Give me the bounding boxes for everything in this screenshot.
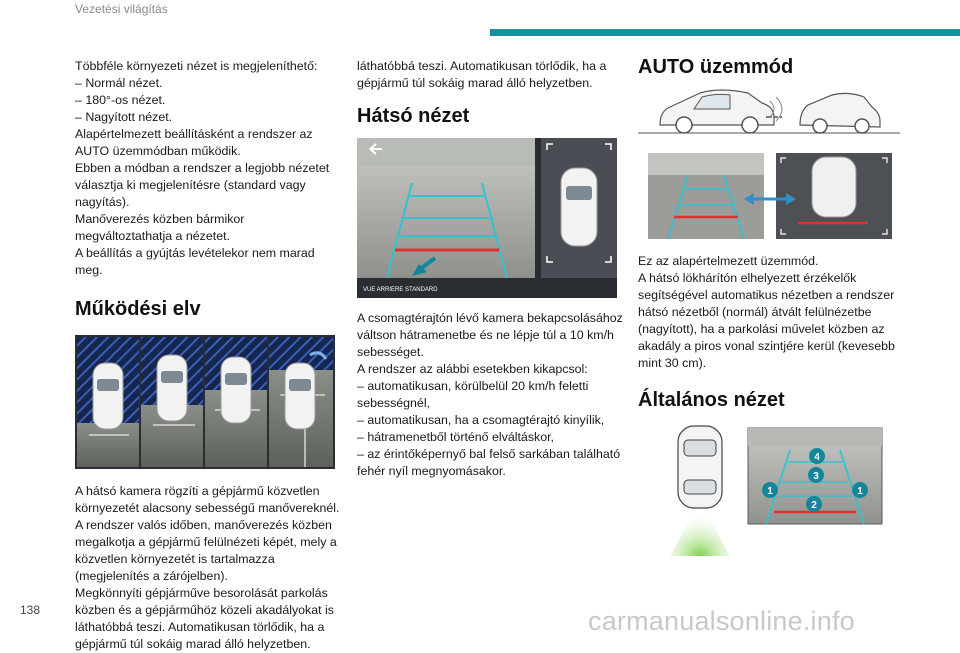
marker-label: 2 bbox=[811, 500, 817, 511]
intro-line: – 180°-os nézet. bbox=[75, 93, 166, 107]
rear-view-screen bbox=[357, 138, 617, 298]
working-line: A rendszer valós időben, manőverezés közben megalkotja a gépjármű felülnézeti képét, mely a közvetlen környezetét is tartalmazza (megjelenítés a zárójelben). bbox=[75, 518, 337, 583]
page-number: 138 bbox=[20, 603, 41, 617]
working-line: A hátsó kamera rögzíti a gépjármű közvetlen környezetét alacsony sebességű manővereknél. bbox=[75, 484, 340, 515]
column-right bbox=[638, 55, 904, 556]
intro-line: Manőverezés közben bármikor megváltoztathatja a nézetet. bbox=[75, 212, 245, 243]
intro-line: – Normál nézet. bbox=[75, 76, 163, 90]
rear-line: A rendszer az alábbi esetekben kikapcsol: bbox=[357, 362, 588, 376]
rear-line: A csomagtérajtón lévő kamera bekapcsolásához váltson hátramenetbe és ne lépje túl a 10 km/h sebességet. bbox=[357, 311, 623, 359]
top-view-illustration bbox=[75, 335, 335, 469]
rear-line: – hátramenetből történő elváltáskor, bbox=[357, 430, 554, 444]
working-continued: láthatóbbá teszi. Automatikusan törlődik, ha a gépjármű túl sokáig marad álló helyzetben. bbox=[357, 59, 607, 90]
header-accent-bar bbox=[490, 29, 960, 36]
marker-label: 1 bbox=[767, 486, 773, 497]
auto-mode-text bbox=[638, 253, 904, 372]
auto-mode-screens bbox=[638, 153, 900, 239]
working-principle-heading: Működési elv bbox=[75, 298, 201, 320]
intro-line: – Nagyított nézet. bbox=[75, 110, 173, 124]
general-view-illustration bbox=[638, 426, 900, 556]
rear-line: – automatikusan, ha a csomagtérajtó kinyílik, bbox=[357, 413, 605, 427]
intro-text bbox=[75, 58, 340, 279]
auto-line: A hátsó lökhárítón elhelyezett érzékelők segítségével automatikus nézetben a rendszer hátsó nézetből (normál) átvált felülnézetbe (nagyított), ha a parkolási művelet közben az akadály a piros vonal szintjére kerül (kevesebb mint 30 cm). bbox=[638, 271, 895, 370]
intro-line: Ebben a módban a rendszer a legjobb nézetet választja ki megjelenítésre (standard vagy nagyítás). bbox=[75, 161, 330, 209]
rear-view-heading: Hátsó nézet bbox=[357, 105, 470, 127]
rear-view-text bbox=[357, 310, 623, 480]
marker-label: 3 bbox=[813, 471, 819, 482]
marker-label: 4 bbox=[814, 452, 820, 463]
column-middle bbox=[357, 58, 623, 480]
auto-line: Ez az alapértelmezett üzemmód. bbox=[638, 254, 819, 268]
section-header: Vezetési világítás bbox=[75, 2, 168, 16]
auto-mode-heading: AUTO üzemmód bbox=[638, 56, 794, 78]
intro-line: A beállítás a gyújtás levételekor nem marad meg. bbox=[75, 246, 315, 277]
watermark-text: carmanualsonline.info bbox=[588, 606, 855, 636]
rear-line: – az érintőképernyő bal felső sarkában található fehér nyíl megnyomásakor. bbox=[357, 447, 621, 478]
general-view-heading: Általános nézet bbox=[638, 389, 785, 411]
rear-line: – automatikusan, körülbelül 20 km/h feletti sebességnél, bbox=[357, 379, 589, 410]
screen-label: VUE ARRIERE STANDARD bbox=[363, 287, 438, 293]
working-line: Megkönnyíti gépjárműve besorolását parkolás közben és a gépjárműhöz közeli akadályokat is láthatóbbá teszi. Automatikusan törlődik, ha a gépjármű túl sokáig marad álló helyzetben. bbox=[75, 586, 334, 651]
column-left bbox=[75, 58, 340, 651]
working-text bbox=[75, 483, 340, 651]
intro-line: Alapértelmezett beállításként a rendszer az AUTO üzemmódban működik. bbox=[75, 127, 313, 158]
intro-line: Többféle környezeti nézet is megjeleníthető: bbox=[75, 59, 318, 73]
auto-mode-car-illustration bbox=[638, 87, 900, 139]
marker-label: 1 bbox=[857, 486, 863, 497]
